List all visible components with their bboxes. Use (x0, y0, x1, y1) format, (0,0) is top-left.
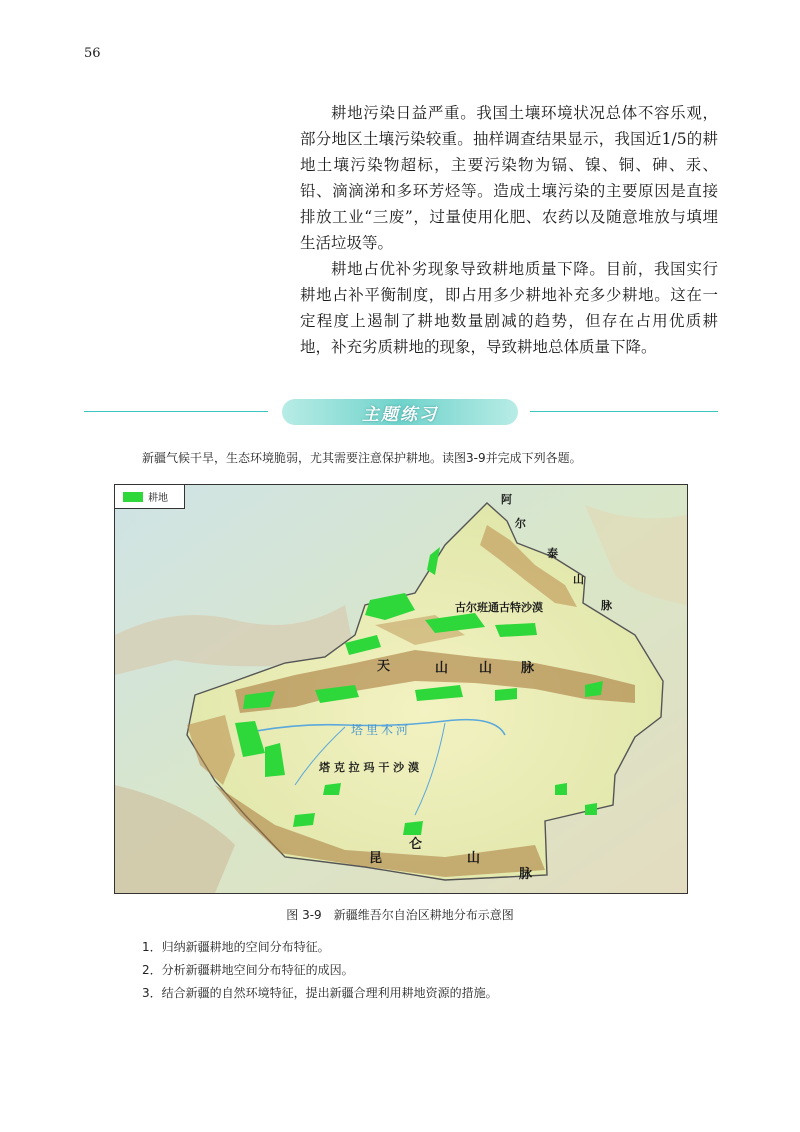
section-title-pill (282, 399, 518, 425)
paragraph-farmland-quality: 耕地占优补劣现象导致耕地质量下降。目前，我国实行耕地占补平衡制度，即占用多少耕地补充多少耕地。这在一定程度上遏制了耕地数量剧减的趋势，但存在占用优质耕地，补充劣质耕地的现象，导致耕地总体质量下降。 (300, 260, 718, 356)
label-tianshan: 天 (377, 659, 391, 674)
label-altai: 尔 (515, 517, 526, 530)
label-gurbantunggut-desert: 古尔班通古特沙漠 (455, 601, 543, 614)
label-kunlun: 昆 (369, 851, 383, 866)
farmland-patch (555, 783, 567, 795)
farmland-patch (495, 688, 517, 701)
question-item: 2．分析新疆耕地空间分布特征的成因。 (142, 963, 354, 977)
label-altai: 泰 (547, 547, 558, 560)
farmland-patch (293, 813, 315, 827)
label-kunlun: 脉 (519, 867, 533, 882)
label-altai: 脉 (601, 599, 612, 612)
page-number: 56 (84, 46, 101, 61)
label-kunlun: 仑 (409, 837, 423, 852)
question-item: 3．结合新疆的自然环境特征，提出新疆合理利用耕地资源的措施。 (142, 986, 498, 1000)
map-legend (115, 485, 185, 509)
legend-label: 耕地 (148, 493, 168, 504)
label-tianshan: 山 (435, 661, 449, 676)
question-item: 1．归纳新疆耕地的空间分布特征。 (142, 940, 330, 954)
label-kunlun: 山 (467, 851, 481, 866)
divider-right (530, 411, 718, 412)
legend-farmland-swatch (123, 492, 143, 502)
section-header-bar (84, 398, 718, 426)
divider-left (84, 411, 268, 412)
xinjiang-farmland-map (114, 484, 688, 894)
map-graphic (115, 485, 687, 893)
label-tianshan: 脉 (521, 661, 535, 676)
body-text (300, 100, 718, 360)
label-altai: 山 (573, 573, 584, 586)
label-altai: 阿 (501, 493, 512, 506)
label-tianshan: 山 (479, 661, 493, 676)
paragraph-soil-pollution: 耕地污染日益严重。我国土壤环境状况总体不容乐观，部分地区土壤污染较重。抽样调查结果显示，我国近1/5的耕地土壤污染物超标，主要污染物为镉、镍、铜、砷、汞、铅、滴滴涕和多环芳烃等。造成土壤污染的主要原因是直接排放工业“三废”，过量使用化肥、农药以及随意堆放与填埋生活垃圾等。 (300, 104, 718, 252)
question-list (142, 936, 722, 1005)
label-tarim-river: 塔里木河 (351, 723, 412, 737)
label-taklimakan-desert: 塔 克 拉 玛 干 沙 漠 (319, 761, 419, 774)
figure-caption: 图 3-9 新疆维吾尔自治区耕地分布示意图 (286, 908, 514, 922)
farmland-patch (495, 623, 537, 637)
exercise-intro: 新疆气候干旱，生态环境脆弱，尤其需要注意保护耕地。读图3-9并完成下列各题。 (142, 451, 582, 465)
section-title: 主题练习 (362, 404, 438, 425)
farmland-patch (585, 803, 597, 815)
